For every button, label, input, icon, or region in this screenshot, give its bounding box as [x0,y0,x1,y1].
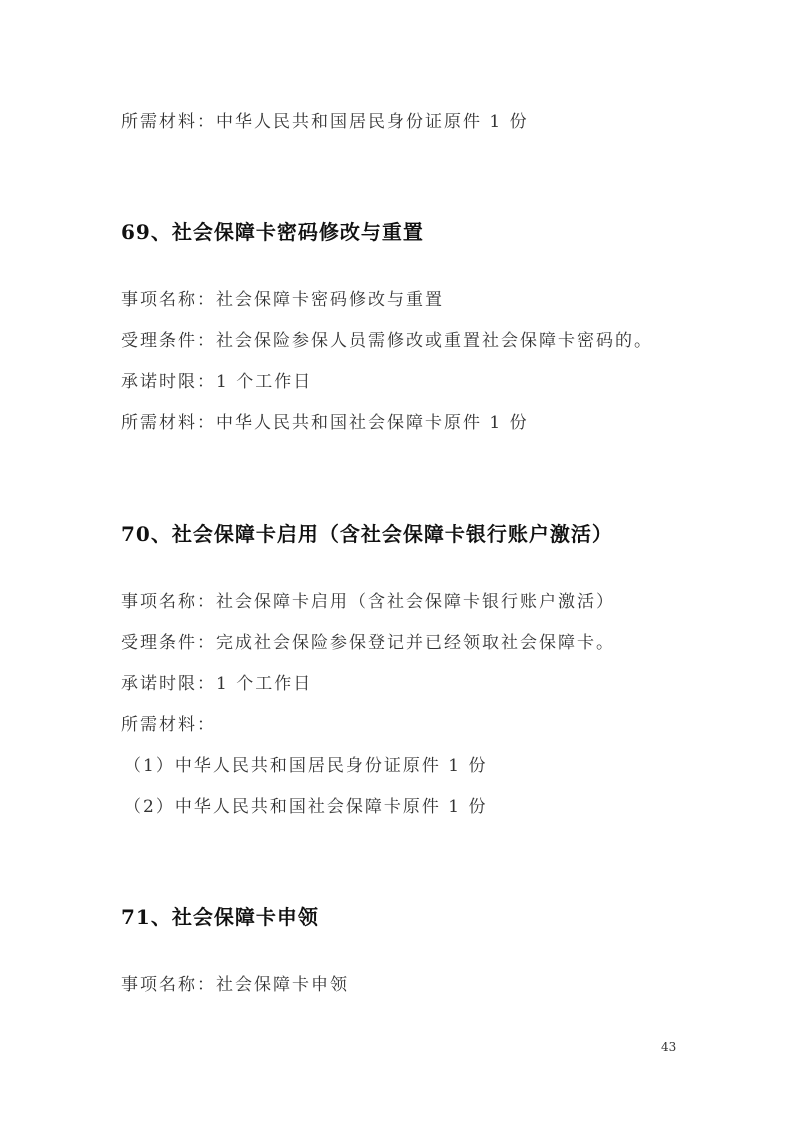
time-limit-line: 承诺时限：1 个工作日 [121,674,313,694]
item-name-line: 事项名称：社会保障卡申领 [121,975,349,995]
materials-item-2: （2）中华人民共和国社会保障卡原件 1 份 [124,797,488,817]
time-limit-line: 承诺时限：1 个工作日 [121,372,313,392]
materials-line: 所需材料：中华人民共和国居民身份证原件 1 份 [121,112,529,132]
section-heading-70: 70、社会保障卡启用（含社会保障卡银行账户激活） [121,522,613,546]
item-name-line: 事项名称：社会保障卡启用（含社会保障卡银行账户激活） [121,592,615,612]
item-name-line: 事项名称：社会保障卡密码修改与重置 [121,290,444,310]
materials-line: 所需材料：中华人民共和国社会保障卡原件 1 份 [121,413,529,433]
conditions-line: 受理条件：完成社会保险参保登记并已经领取社会保障卡。 [121,633,615,653]
page-number: 43 [661,1040,677,1054]
conditions-line: 受理条件：社会保险参保人员需修改或重置社会保障卡密码的。 [121,331,653,351]
section-heading-71: 71、社会保障卡申领 [121,905,319,929]
materials-item-1: （1）中华人民共和国居民身份证原件 1 份 [124,756,488,776]
section-heading-69: 69、社会保障卡密码修改与重置 [121,220,424,244]
materials-line: 所需材料： [121,715,216,735]
